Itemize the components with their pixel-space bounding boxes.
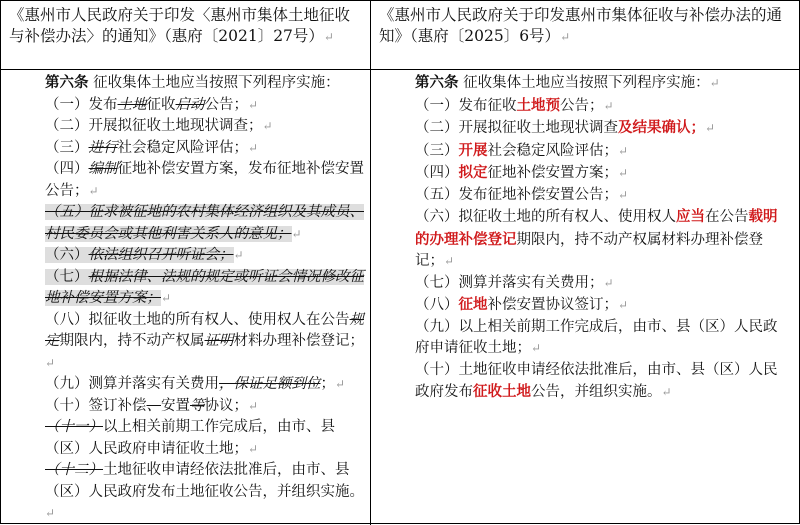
paragraph-mark: ↵ bbox=[248, 441, 259, 456]
item-text: （九）以上相关前期工作完成后，由市、县（区）人民政府申请征收土地； bbox=[415, 318, 778, 356]
item-text: 期限内，持不动产权属 bbox=[59, 333, 205, 349]
deleted-text: 依法组织召开听证会； bbox=[88, 247, 234, 263]
item-text: （七）测算并落实有关费用； bbox=[415, 274, 604, 291]
item-text: （十）签订补偿 bbox=[45, 397, 147, 414]
item-text: （四） bbox=[415, 165, 459, 181]
left-header-text: 《惠州市人民政府关于印发〈惠州市集体土地征收与补偿办法〉的通知》（惠府〔2021〕27号） bbox=[9, 6, 351, 45]
paragraph-mark: ↵ bbox=[618, 187, 629, 202]
list-item bbox=[9, 267, 365, 310]
paragraph-mark: ↵ bbox=[248, 398, 259, 413]
deleted-text: （五）征求被征地的农村集体经济组织及其成员、村民委员会或其他利害关系人的意见； bbox=[45, 204, 364, 242]
left-items bbox=[9, 95, 365, 525]
paragraph-mark: ↵ bbox=[335, 377, 346, 391]
item-text: （五）发布征地补偿安置公告； bbox=[415, 186, 618, 203]
item-text: 公告； bbox=[204, 96, 248, 113]
right-column bbox=[379, 72, 791, 404]
list-item bbox=[379, 273, 791, 295]
left-column bbox=[9, 72, 365, 525]
paragraph-mark: ↵ bbox=[560, 30, 571, 44]
intro-text: 征收集体土地应当按照下列程序实施： bbox=[93, 75, 340, 91]
item-text: 补偿安置协议签订； bbox=[487, 297, 618, 313]
item-text: （四） bbox=[45, 161, 89, 177]
deleted-text: 编制 bbox=[88, 161, 118, 177]
item-text: 征地补偿安置方案，发布征地补偿安置公告； bbox=[45, 161, 364, 199]
paragraph-mark: ↵ bbox=[262, 119, 273, 133]
paragraph-mark: ↵ bbox=[161, 291, 172, 305]
changed-text: 拟定 bbox=[458, 164, 488, 181]
intro-text: 征收集体土地应当按照下列程序实施： bbox=[463, 75, 710, 91]
item-text: （八）拟征收土地的所有权人、使用权人在公告 bbox=[45, 311, 350, 328]
item-text: ； bbox=[320, 376, 335, 392]
item-text: （二）开展拟征收土地现状调查 bbox=[415, 120, 618, 136]
paragraph-mark: ↵ bbox=[291, 226, 302, 241]
item-text: 社会稳定风险评估； bbox=[117, 139, 248, 156]
paragraph-mark: ↵ bbox=[233, 248, 244, 262]
list-item bbox=[9, 138, 365, 160]
item-text: （二）开展拟征收土地现状调查； bbox=[45, 118, 263, 134]
changed-text: 征收土地 bbox=[473, 383, 531, 400]
list-item bbox=[9, 396, 365, 418]
paragraph-mark: ↵ bbox=[248, 97, 259, 112]
list-item bbox=[379, 95, 791, 118]
paragraph-mark: ↵ bbox=[88, 183, 99, 198]
paragraph-mark: ↵ bbox=[618, 298, 629, 312]
paragraph-mark: ↵ bbox=[618, 143, 629, 158]
article-label: 第六条 bbox=[415, 74, 459, 91]
list-item bbox=[379, 162, 791, 185]
paragraph-mark: ↵ bbox=[603, 275, 614, 290]
item-text: 社会稳定风险评估； bbox=[487, 142, 618, 159]
item-text: （六） bbox=[45, 247, 89, 263]
list-item bbox=[379, 206, 791, 273]
list-item bbox=[9, 310, 365, 375]
deleted-text: ，保证足额到位 bbox=[219, 376, 321, 392]
paragraph-mark: ↵ bbox=[444, 254, 455, 268]
item-text: （七） bbox=[45, 268, 89, 285]
deleted-text: 土地 bbox=[117, 96, 147, 113]
list-item bbox=[379, 294, 791, 317]
list-item bbox=[9, 202, 365, 245]
column-divider bbox=[370, 1, 371, 525]
deleted-text: 根据法律、法规的规定或听证会情况修改征地补偿安置方案； bbox=[45, 268, 364, 306]
left-header bbox=[9, 5, 365, 48]
changed-text: 及结果确认； bbox=[618, 119, 705, 136]
item-text: 公告； bbox=[560, 97, 604, 114]
list-item bbox=[9, 460, 365, 525]
list-item bbox=[9, 95, 365, 117]
changed-text: 开展 bbox=[458, 141, 488, 159]
right-article-intro bbox=[379, 72, 791, 95]
list-item bbox=[9, 116, 365, 138]
paragraph-mark: ↵ bbox=[603, 98, 614, 113]
list-item bbox=[379, 317, 791, 360]
item-text: 材料办理补偿登记； bbox=[233, 333, 364, 349]
paragraph-mark: ↵ bbox=[323, 30, 334, 44]
right-header bbox=[379, 5, 791, 48]
item-text: 以上相关前期工作完成后，由市、县（区）人民政府申请征收土地； bbox=[45, 419, 335, 457]
paragraph-mark: ↵ bbox=[618, 166, 629, 180]
right-header-text: 《惠州市人民政府关于印发惠州市集体征收与补偿办法的通知》（惠府〔2025〕6号） bbox=[379, 6, 783, 45]
item-text: 征地补偿安置方案； bbox=[487, 165, 618, 181]
item-text: （九）测算并落实有关费用 bbox=[45, 376, 219, 392]
deleted-text: 规定 bbox=[45, 311, 364, 349]
paragraph-mark: ↵ bbox=[661, 385, 672, 399]
list-item bbox=[9, 245, 365, 267]
deleted-text: （十一） bbox=[45, 419, 103, 435]
item-text: （一）发布 bbox=[45, 96, 118, 113]
list-item bbox=[379, 117, 791, 140]
changed-text: 载明的办理补偿登记 bbox=[415, 208, 778, 248]
article-label: 第六条 bbox=[45, 74, 89, 91]
paragraph-mark: ↵ bbox=[45, 506, 56, 520]
deleted-text: 、 bbox=[146, 397, 161, 414]
paragraph-mark: ↵ bbox=[45, 355, 56, 370]
deleted-text: 证明 bbox=[204, 333, 234, 349]
left-article-intro bbox=[9, 72, 365, 95]
deleted-text: 启动 bbox=[175, 96, 205, 113]
changed-text: 应当 bbox=[676, 208, 705, 225]
right-items bbox=[379, 95, 791, 404]
list-item bbox=[379, 360, 791, 404]
item-text: 征收 bbox=[146, 96, 176, 113]
paragraph-mark: ↵ bbox=[705, 121, 716, 135]
item-text: （三） bbox=[415, 142, 459, 159]
deleted-text: （十二） bbox=[45, 462, 103, 478]
paragraph-mark: ↵ bbox=[531, 341, 542, 355]
item-text: （三） bbox=[45, 139, 89, 156]
deleted-text: 进行 bbox=[88, 139, 118, 156]
item-text: （八） bbox=[415, 297, 459, 313]
item-text: 在公告 bbox=[705, 209, 749, 225]
list-item bbox=[9, 374, 365, 396]
item-text: 期限内，持不动产权属材料办理补偿登记； bbox=[415, 231, 763, 269]
item-text: （十）土地征收申请经依法批准后，由市、县（区）人民政府发布 bbox=[415, 361, 778, 400]
deleted-text: 等 bbox=[190, 397, 205, 414]
list-item bbox=[379, 185, 791, 207]
item-text: （一）发布征收 bbox=[415, 97, 517, 114]
header-divider bbox=[1, 69, 800, 70]
list-item bbox=[379, 140, 791, 163]
item-text: （六）拟征收土地的所有权人、使用权人 bbox=[415, 209, 676, 225]
list-item bbox=[9, 417, 365, 460]
changed-text: 土地预 bbox=[516, 96, 560, 114]
item-text: 协议； bbox=[204, 397, 248, 414]
changed-text: 征地 bbox=[458, 296, 488, 313]
paragraph-mark: ↵ bbox=[248, 140, 259, 155]
paragraph-mark: ↵ bbox=[709, 76, 720, 90]
list-item bbox=[9, 159, 365, 202]
item-text: 土地征收申请经依法批准后，由市、县（区）人民政府发布土地征收公告，并组织实施。 bbox=[45, 462, 364, 500]
item-text: 安置 bbox=[161, 397, 190, 414]
item-text: 公告，并组织实施。 bbox=[531, 384, 662, 400]
